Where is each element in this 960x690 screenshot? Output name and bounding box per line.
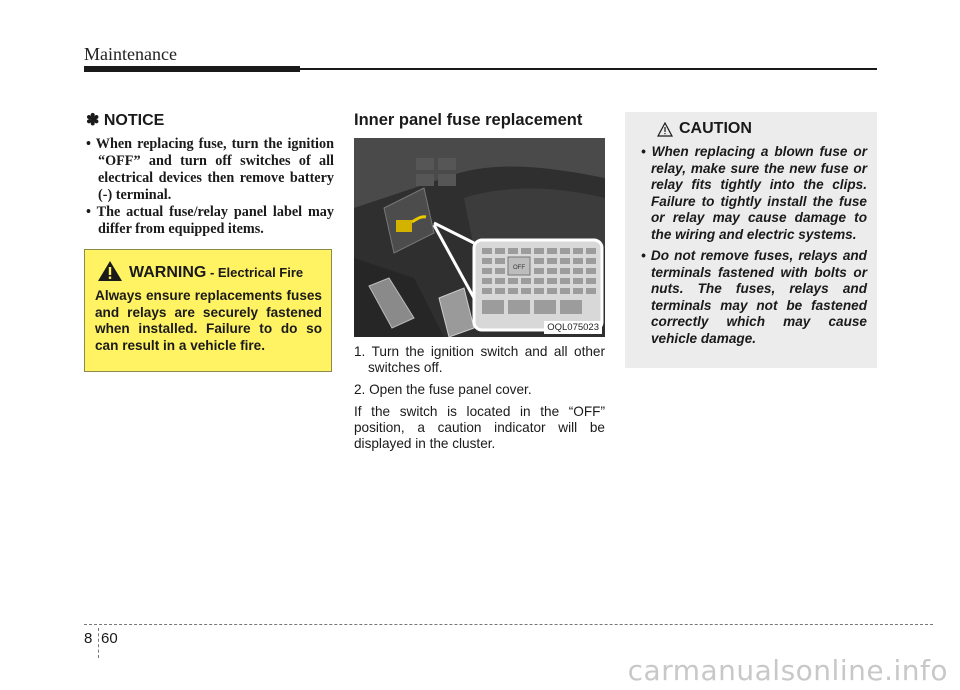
notice-section [86,110,334,238]
caution-word: CAUTION [679,120,752,137]
photo-code: OQL075023 [544,321,602,334]
chapter-number: 8 [84,630,93,647]
caution-item: • Do not remove fuses, relays and terminals fastened with bolts or nuts. The fuses, relays and terminals may not be fastened correctly which may cause vehicle damage. [641,248,867,346]
notice-item: • The actual fuse/relay panel label may differ from equipped items. [86,204,334,237]
fuse-panel-illustration [354,138,605,337]
caution-heading [657,120,867,138]
footer-divider [98,628,99,658]
instruction-steps [354,344,605,458]
warning-subtitle: - Electrical Fire [206,265,304,280]
page-number: 60 [101,630,118,647]
warning-box [84,249,332,372]
notice-item: • When replacing fuse, turn the ignition “OFF” and turn off switches of all electrical devices then remove battery (-) terminal. [86,136,334,203]
warning-text: Always ensure replacements fuses and relays are securely fastened when installed. Failure to do so can result in a vehicle fire. [95,288,322,353]
section-title: Inner panel fuse replacement [354,111,583,129]
notice-list [86,136,334,238]
caution-list [635,144,867,347]
instruction-paragraph: If the switch is located in the “OFF” position, a caution indicator will be displayed in the cluster. [354,404,605,451]
page-section-title: Maintenance [84,44,177,64]
off-switch-label: OFF [513,265,525,271]
caution-box [625,112,877,368]
notice-title: ✽ NOTICE [86,112,165,129]
warning-word: WARNING [129,264,207,281]
fuse-panel-photo [354,138,605,337]
footer-rule [84,624,933,625]
caution-triangle-icon [657,122,673,137]
watermark: carmanualsonline.info [627,654,948,687]
step-item: 2. Open the fuse panel cover. [354,382,532,397]
warning-triangle-icon [97,260,123,282]
warning-heading [95,260,322,282]
step-item: 1. Turn the ignition switch and all other switches off. [354,344,605,375]
caution-item: • When replacing a blown fuse or relay, make sure the new fuse or relay fits tightly into the clips. Failure to tightly install the fuse or relay may cause damage to the wiring and electric systems. [641,144,867,242]
header-rule-accent [84,66,300,72]
